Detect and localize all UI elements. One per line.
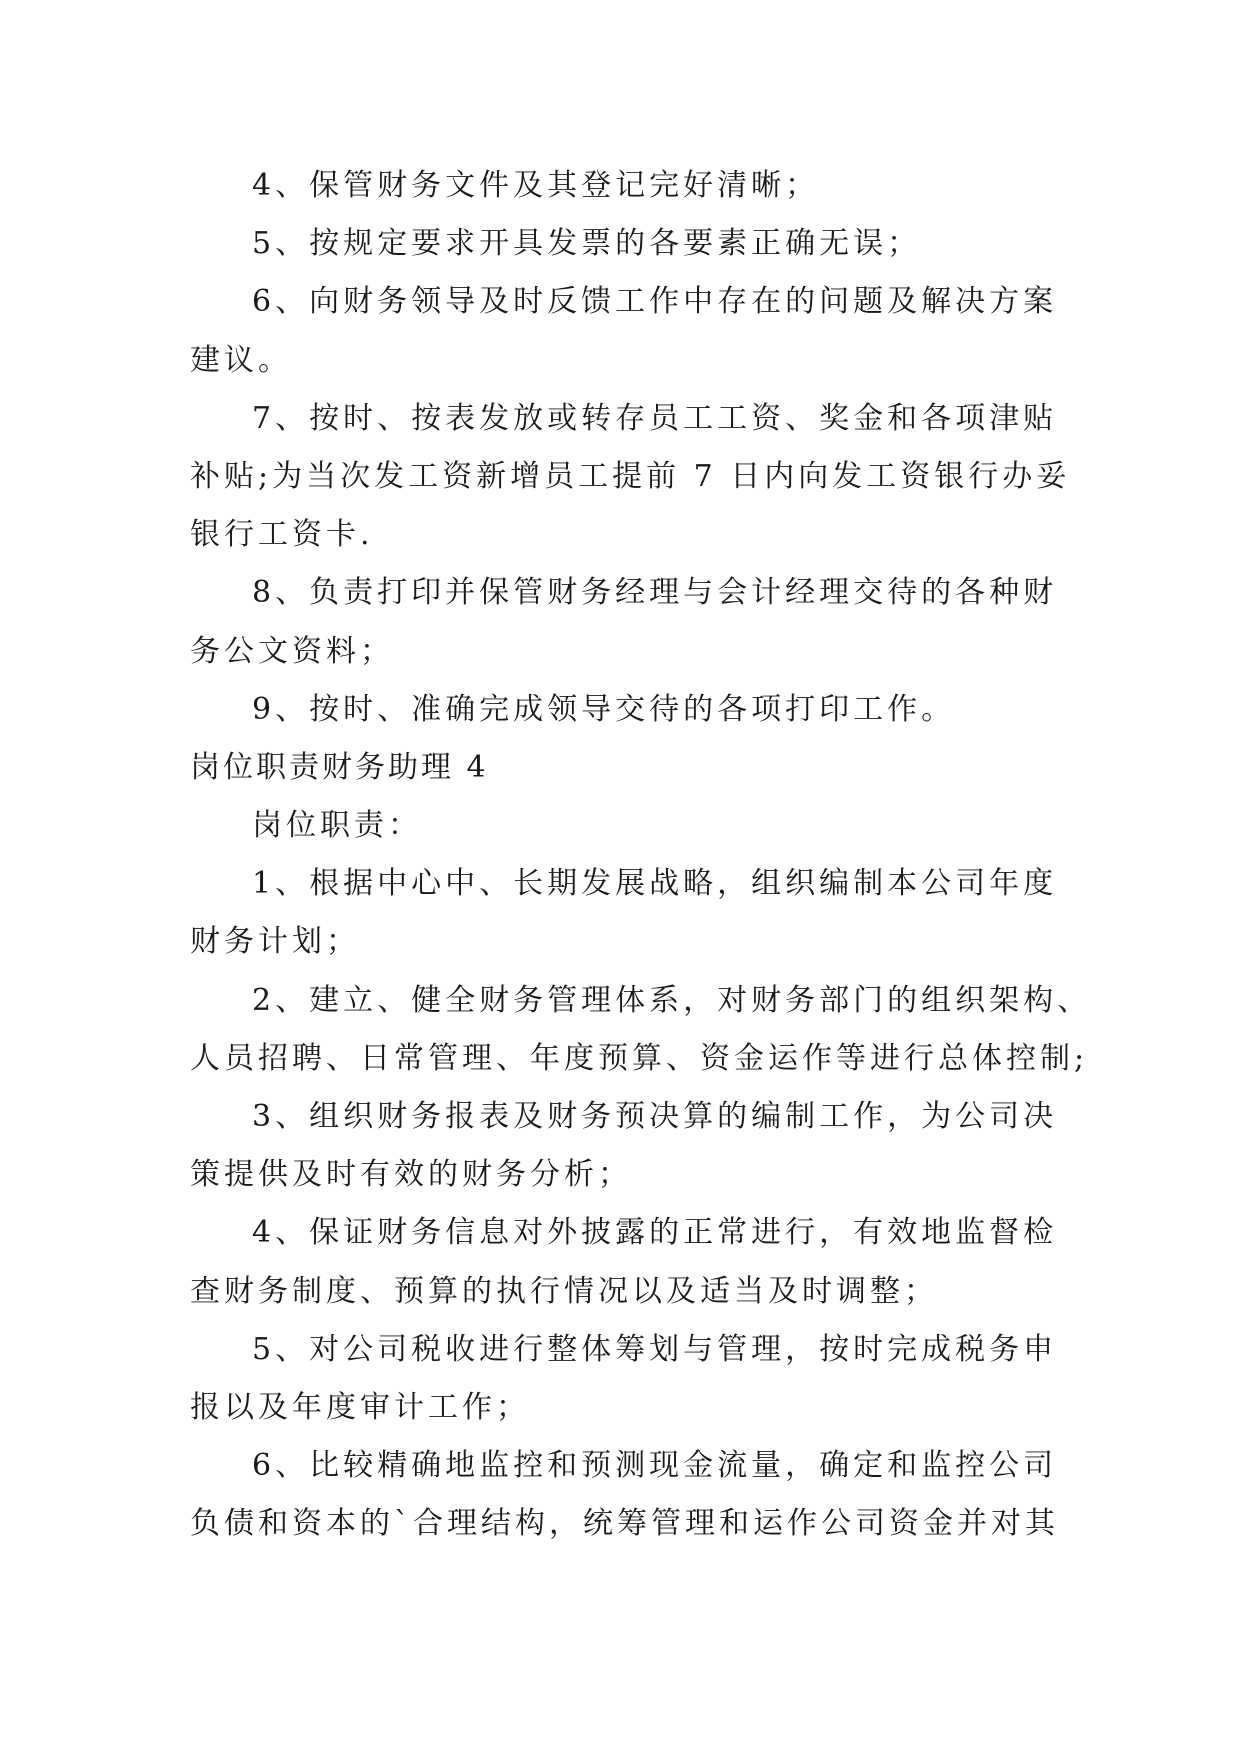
text-line: 银行工资卡. xyxy=(190,517,374,553)
text-line: 人员招聘、日常管理、年度预算、资金运作等进行总体控制; xyxy=(190,1040,1089,1076)
text-line: 财务计划； xyxy=(190,924,360,960)
text-line: 3、组织财务报表及财务预决算的编制工作，为公司决 xyxy=(252,1099,1058,1134)
text-line: 查财务制度、预算的执行情况以及适当及时调整； xyxy=(190,1273,938,1309)
text-line: 6、比较精确地监控和预测现金流量，确定和监控公司 xyxy=(252,1448,1058,1484)
text-line: 6、向财务领导及时反馈工作中存在的问题及解决方案 xyxy=(252,284,1058,320)
text-line: 5、按规定要求开具发票的各要素正确无误； xyxy=(252,226,922,262)
text-line: 4、保管财务文件及其登记完好清晰； xyxy=(252,168,820,203)
text-line: 1、根据中心中、长期发展战略，组织编制本公司年度 xyxy=(252,866,1058,902)
text-line: 4、保证财务信息对外披露的正常进行，有效地监督检 xyxy=(252,1215,1058,1251)
document-body xyxy=(190,157,1092,1554)
text-line: 策提供及时有效的财务分析； xyxy=(190,1157,632,1193)
text-line: 7、按时、按表发放或转存员工工资、奖金和各项津贴 xyxy=(252,400,1058,436)
text-line: 建议。 xyxy=(190,342,292,378)
text-line: 务公文资料； xyxy=(190,633,394,669)
text-line: 2、建立、健全财务管理体系，对财务部门的组织架构、 xyxy=(252,982,1092,1018)
text-line: 报以及年度审计工作； xyxy=(190,1389,530,1425)
text-line: 5、对公司税收进行整体筹划与管理，按时完成税务申 xyxy=(252,1331,1058,1367)
subsection-label: 岗位职责： xyxy=(252,808,422,844)
text-line: 补贴;为当次发工资新增员工提前 7 日内向发工资银行办妥 xyxy=(190,458,1071,494)
text-line: 负债和资本的`合理结构，统筹管理和运作公司资金并对其 xyxy=(190,1506,1059,1542)
text-line: 9、按时、准确完成领导交待的各项打印工作。 xyxy=(252,691,956,727)
text-line: 8、负责打印并保管财务经理与会计经理交待的各种财 xyxy=(252,575,1058,611)
section-heading: 岗位职责财务助理 4 xyxy=(190,749,489,785)
